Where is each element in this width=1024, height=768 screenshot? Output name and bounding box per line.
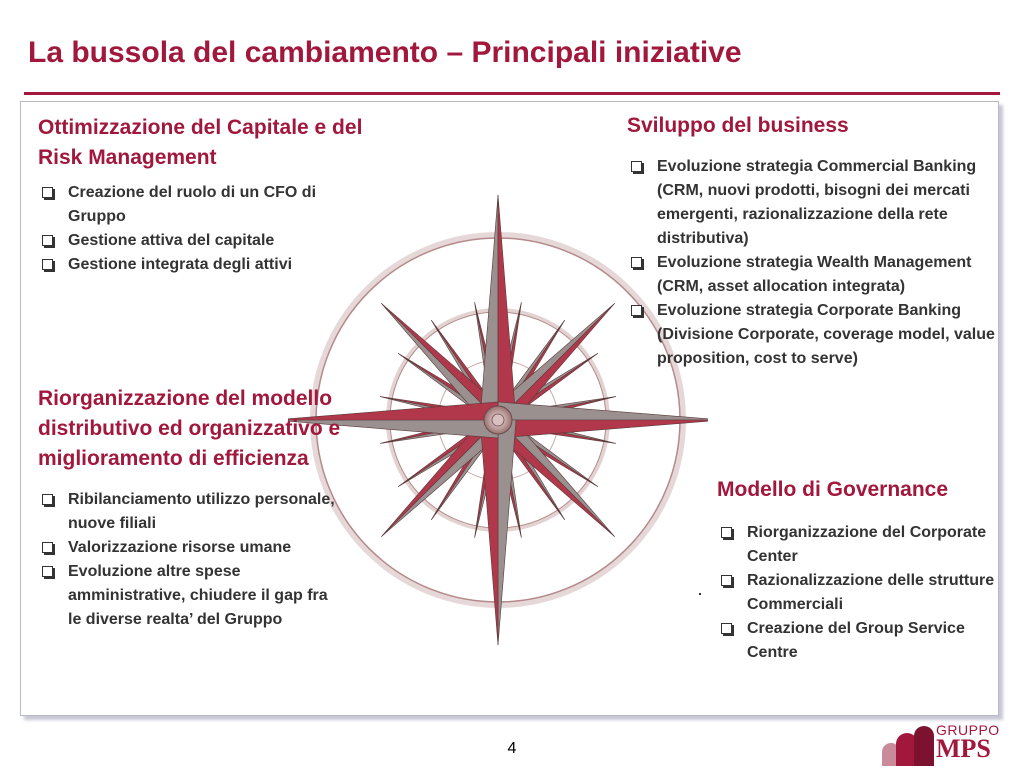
section-title: Sviluppo del business (627, 114, 849, 137)
compass-major-point-light (498, 195, 516, 420)
list-item: Evoluzione strategia Wealth Management (CRM, asset allocation integrata) (627, 251, 1007, 299)
page-number: 4 (507, 740, 517, 757)
section-distribution-model (38, 384, 378, 632)
section-title: Riorganizzazione del modello distributivo ed organizzativo e miglioramento di efficienza (38, 387, 341, 470)
list-item: Valorizzazione risorse umane (38, 536, 338, 560)
stray-dot (699, 593, 701, 595)
section-title: Modello di Governance (717, 478, 949, 501)
compass-major-point-shade (498, 402, 708, 420)
list-item: Evoluzione strategia Commercial Banking (CRM, nuovi prodotti, bisogni dei mercati emergenti, razionalizzazione della rete distributiva) (627, 155, 1007, 251)
list-item: Razionalizzazione delle strutture Commerciali (717, 569, 997, 617)
bullet-list (717, 521, 997, 665)
logo-arches-icon (878, 722, 938, 766)
bullet-list (627, 155, 1007, 371)
list-item: Riorganizzazione del Corporate Center (717, 521, 997, 569)
bullet-list (38, 488, 338, 632)
compass-major-point-shade (498, 420, 516, 645)
section-capital-risk (38, 113, 378, 277)
list-item: Gestione attiva del capitale (38, 229, 328, 253)
compass-major-point-light (498, 420, 708, 438)
list-item: Creazione del Group Service Centre (717, 617, 997, 665)
section-business-development (627, 111, 1007, 371)
logo-line2: MPS (936, 734, 991, 763)
compass-major-point-shade (480, 195, 498, 420)
list-item: Evoluzione strategia Corporate Banking (Divisione Corporate, coverage model, value proposition, cost to serve) (627, 299, 1007, 371)
list-item: Creazione del ruolo di un CFO di Gruppo (38, 181, 328, 229)
list-item: Evoluzione altre spese amministrative, chiudere il gap fra le diverse realta’ del Gruppo (38, 560, 338, 632)
page-title: La bussola del cambiamento – Principali iniziative (28, 36, 742, 69)
gruppo-mps-logo (878, 722, 1018, 766)
section-title: Ottimizzazione del Capitale e del Risk Management (38, 116, 363, 169)
list-item: Ribilanciamento utilizzo personale, nuove filiali (38, 488, 338, 536)
section-governance (717, 475, 997, 665)
logo-line1: GRUPPO (936, 722, 1000, 738)
title-divider (24, 92, 1000, 95)
compass-major-point-light (480, 420, 498, 645)
bullet-list (38, 181, 328, 277)
list-item: Gestione integrata degli attivi (38, 253, 328, 277)
